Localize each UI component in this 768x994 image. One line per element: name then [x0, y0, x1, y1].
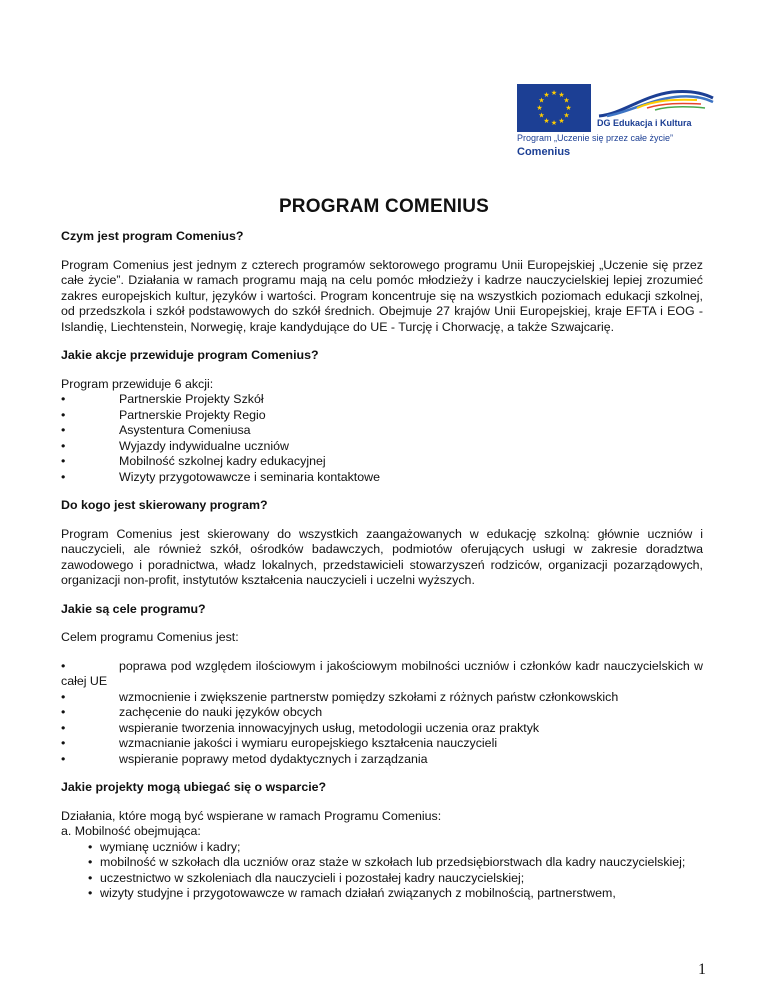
svg-text:★: ★ — [543, 91, 550, 99]
bullet-icon: • — [88, 839, 93, 854]
svg-text:★: ★ — [536, 104, 543, 112]
list-item: • zachęcenie do nauki języków obcych — [61, 705, 323, 719]
bullet-icon: • — [61, 720, 66, 735]
bullet-icon: • — [61, 705, 66, 719]
list-item: • wymianę uczniów i kadry; — [88, 839, 241, 854]
bullet-icon: • — [61, 407, 66, 422]
bullet-icon: • — [88, 886, 93, 900]
svg-text:★: ★ — [538, 96, 545, 105]
list-item: • wspieranie tworzenia innowacyjnych usług, metodologii uczenia oraz praktyk — [61, 720, 540, 735]
document-body — [61, 229, 703, 902]
section-heading: Jakie są cele programu? — [61, 601, 206, 616]
svg-text:★: ★ — [558, 91, 565, 99]
svg-text:★: ★ — [563, 111, 570, 120]
list-item: • wzmacnianie jakości i wymiaru europejskiego kształcenia nauczycieli — [61, 736, 498, 750]
actions-list — [61, 392, 703, 485]
svg-text:★: ★ — [550, 89, 558, 97]
svg-text:★: ★ — [543, 117, 550, 125]
svg-text:★: ★ — [538, 111, 545, 120]
bullet-icon: • — [88, 855, 93, 869]
bullet-icon: • — [61, 751, 66, 766]
list-item: • poprawa pod względem ilościowym i jakościowym mobilności uczniów i członków kadr nauczycielskich w całej UE — [61, 658, 703, 688]
bullet-icon: • — [61, 454, 66, 468]
list-item: • wzmocnienie i zwiększenie partnerstw pomiędzy szkołami z różnych państw członkowskich — [61, 689, 619, 704]
goals-list — [61, 659, 703, 768]
bullet-icon: • — [61, 658, 66, 673]
page-title: PROGRAM COMENIUS — [278, 196, 490, 217]
logo-program-text: Program „Uczenie się przez całe życie” — [517, 133, 674, 143]
logo-comenius-text: Comenius — [517, 146, 571, 158]
list-item: • Partnerskie Projekty Szkół — [61, 392, 264, 406]
list-item: • Mobilność szkolnej kadry edukacyjnej — [61, 454, 326, 468]
svg-text:★: ★ — [563, 96, 570, 105]
section-heading: Jakie akcje przewiduje program Comenius? — [61, 348, 319, 362]
bullet-icon: • — [61, 736, 66, 750]
section-heading: Jakie projekty mogą ubiegać się o wsparcie? — [61, 780, 327, 794]
paragraph: Celem programu Comenius jest: — [61, 630, 239, 644]
mobility-list — [61, 840, 703, 902]
paragraph: Działania, które mogą być wspierane w ramach Programu Comenius: — [61, 808, 442, 823]
bullet-icon: • — [61, 392, 66, 406]
list-item: • uczestnictwo w szkoleniach dla nauczycieli i pozostałej kadry nauczycielskiej; — [88, 870, 525, 885]
page-number: 1 — [698, 961, 706, 978]
section-heading: Do kogo jest skierowany program? — [61, 498, 268, 512]
paragraph: Program Comenius jest jednym z czterech programów sektorowego programu Unii Europejskiej „Uczenie się przez całe życie”. Działania w ramach programu mają na celu pomóc młodzieży i kadrze nauczycielskiej lepiej zrozumieć zakres europejskich kultur, języków i wartości. Program koncentruje się na wszystkich poziomach edukacji szkolnej, od przedszkola i szkół podstawowych do szkół średnich. Obejmuje 27 krajów Unii Europejskiej, kraje EFTA i EOG - Islandię, Liechtenstein, Norwegię, kraje kandydujące do UE - Turcję i Chorwację, a także Szwajcarię. — [61, 257, 703, 334]
svg-text:★: ★ — [565, 104, 572, 112]
paragraph: Program Comenius jest skierowany do wszystkich zaangażowanych w edukację szkolną: głównie uczniów i nauczycieli, ale również szkół, ośrodków badawczych, podmiotów oferujących usługi w zakresie doradztwa zawodowego i poradnictwa, władz lokalnych, przedstawicieli stowarzyszeń rodziców, organizacji pozarządowych, organizacji non-profit, instytutów kształcenia nauczycieli i uczelni wyższych. — [61, 526, 703, 587]
svg-text:★: ★ — [550, 119, 558, 127]
list-item: • wspieranie poprawy metod dydaktycznych i zarządzania — [61, 751, 428, 766]
list-item: • Wyjazdy indywidualne uczniów — [61, 438, 289, 453]
paragraph: Program przewiduje 6 akcji: — [61, 376, 214, 391]
bullet-icon: • — [61, 438, 66, 453]
subheading: a. Mobilność obejmująca: — [61, 824, 201, 838]
list-item: • Asystentura Comeniusa — [61, 423, 251, 437]
list-item: • Partnerskie Projekty Regio — [61, 407, 266, 422]
program-logo — [517, 84, 717, 164]
bullet-icon: • — [61, 469, 66, 484]
section-heading: Czym jest program Comenius? — [61, 229, 244, 243]
eu-flag-icon — [517, 84, 591, 132]
bullet-icon: • — [61, 423, 66, 437]
bullet-icon: • — [61, 689, 66, 704]
svg-text:★: ★ — [558, 117, 565, 125]
bullet-icon: • — [88, 870, 93, 885]
list-item: • Wizyty przygotowawcze i seminaria kontaktowe — [61, 469, 380, 484]
list-item: • mobilność w szkołach dla uczniów oraz staże w szkołach lub przedsiębiorstwach dla kadry nauczycielskiej; — [88, 855, 686, 869]
logo-dg-text: DG Edukacja i Kultura — [597, 118, 692, 128]
list-item: • wizyty studyjne i przygotowawcze w ramach działań związanych z mobilnością, partnerstwem, — [88, 886, 616, 900]
